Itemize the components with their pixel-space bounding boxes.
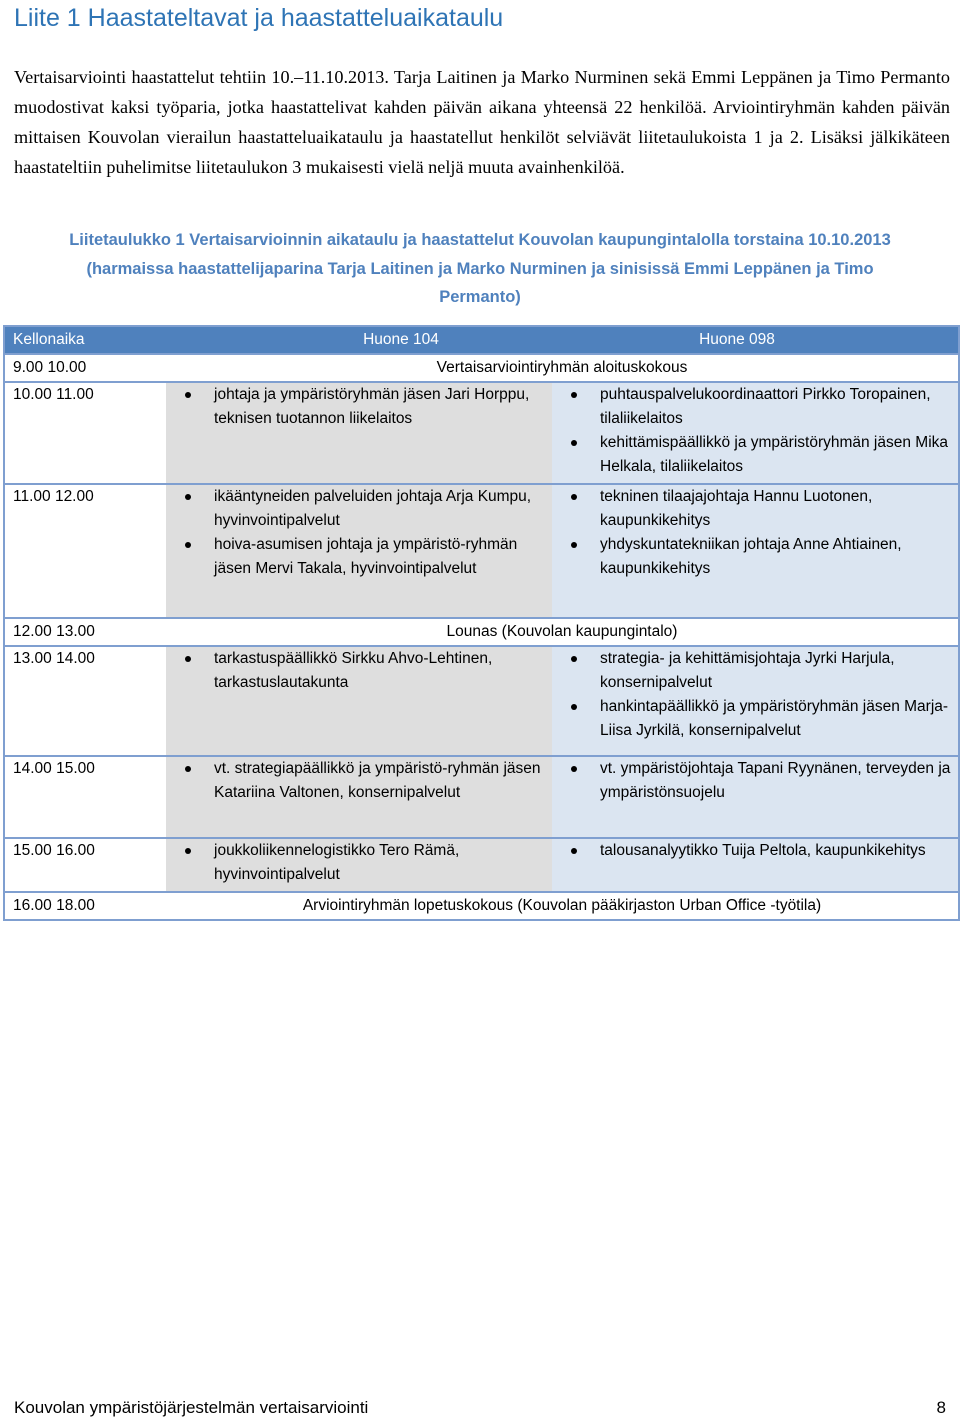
schedule-slot-row — [4, 756, 959, 838]
room-104-cell — [166, 484, 552, 618]
intro-paragraph: Vertaisarviointi haastattelut tehtiin 10.–11.10.2013. Tarja Laitinen ja Marko Nurminen sekä Emmi Leppänen ja Timo Permanto muodostivat kaksi työparia, jotka haastattelivat kahden päivän aikana yhteensä 22 henkilöä. Arviointiryhmän kahden päivän mittaisen Kouvolan vierailun haastatteluaikataulu ja haastatellut henkilöt selviävät liitetaulukoista 1 ja 2. Lisäksi jälkikäteen haastateltiin puhelimitse liitetaulukon 3 mukaisesti vielä neljä muuta avainhenkilöä. — [14, 67, 950, 177]
interviewee-list — [170, 485, 548, 581]
interviewee-item: ikääntyneiden palveluiden johtaja Arja Kumpu, hyvinvointipalvelut — [170, 485, 548, 533]
time-cell: 11.00 12.00 — [4, 484, 166, 618]
room-098-cell — [552, 382, 959, 484]
schedule-table — [3, 325, 960, 921]
interviewee-item: joukkoliikennelogistikko Tero Rämä, hyvinvointipalvelut — [170, 839, 548, 887]
footer-title: Kouvolan ympäristöjärjestelmän vertaisarviointi — [14, 1398, 369, 1417]
schedule-slot-row — [4, 484, 959, 618]
schedule-event-row — [4, 618, 959, 646]
interviewee-item: puhtauspalvelukoordinaattori Pirkko Toropainen, tilaliikelaitos — [556, 383, 954, 431]
interviewee-list — [170, 383, 548, 431]
time-cell: 14.00 15.00 — [4, 756, 166, 838]
header-room-104: Huone 104 — [166, 326, 552, 354]
header-time: Kellonaika — [4, 326, 166, 354]
interviewee-list — [556, 647, 954, 743]
interviewee-list — [556, 485, 954, 581]
page-number: 8 — [936, 1398, 946, 1417]
schedule-slot-row — [4, 838, 959, 892]
time-cell: 13.00 14.00 — [4, 646, 166, 756]
room-098-cell — [552, 756, 959, 838]
room-104-cell — [166, 646, 552, 756]
room-104-cell — [166, 382, 552, 484]
event-cell: Vertaisarviointiryhmän aloituskokous — [436, 359, 688, 376]
interviewee-item: vt. strategiapäällikkö ja ympäristö-ryhmän jäsen Katariina Valtonen, konsernipalvelut — [170, 757, 548, 805]
page-heading: Liite 1 Haastateltavat ja haastatteluaikataulu — [14, 4, 504, 32]
interviewee-item: hoiva-asumisen johtaja ja ympäristö-ryhmän jäsen Mervi Takala, hyvinvointipalvelut — [170, 533, 548, 581]
interviewee-list — [170, 647, 548, 695]
room-098-cell — [552, 646, 959, 756]
interviewee-list — [556, 757, 954, 805]
room-098-cell — [552, 484, 959, 618]
table-header-row — [4, 326, 959, 354]
room-098-cell — [552, 838, 959, 892]
interviewee-item: strategia- ja kehittämisjohtaja Jyrki Harjula, konsernipalvelut — [556, 647, 954, 695]
interviewee-list — [170, 757, 548, 805]
interviewee-item: johtaja ja ympäristöryhmän jäsen Jari Horppu, teknisen tuotannon liikelaitos — [170, 383, 548, 431]
event-cell: Lounas (Kouvolan kaupungintalo) — [166, 618, 959, 646]
time-cell: 10.00 11.00 — [4, 382, 166, 484]
interviewee-list — [556, 383, 954, 479]
interviewee-item: vt. ympäristöjohtaja Tapani Ryynänen, terveyden ja ympäristönsuojelu — [556, 757, 954, 805]
interviewee-list — [556, 839, 954, 863]
interviewee-item: kehittämispäällikkö ja ympäristöryhmän jäsen Mika Helkala, tilaliikelaitos — [556, 431, 954, 479]
interviewee-item: hankintapäällikkö ja ympäristöryhmän jäsen Marja-Liisa Jyrkilä, konsernipalvelut — [556, 695, 954, 743]
room-104-cell — [166, 756, 552, 838]
time-cell: 9.00 10.00 — [13, 359, 87, 376]
schedule-event-row — [4, 892, 959, 920]
time-cell: 15.00 16.00 — [4, 838, 166, 892]
interviewee-list — [170, 839, 548, 887]
header-room-098: Huone 098 — [552, 326, 959, 354]
interviewee-item: tarkastuspäällikkö Sirkku Ahvo-Lehtinen, tarkastuslautakunta — [170, 647, 548, 695]
interviewee-item: tekninen tilaajajohtaja Hannu Luotonen, kaupunkikehitys — [556, 485, 954, 533]
event-cell: Arviointiryhmän lopetuskokous (Kouvolan pääkirjaston Urban Office -työtila) — [166, 892, 959, 920]
time-cell: 16.00 18.00 — [4, 892, 166, 920]
room-104-cell — [166, 838, 552, 892]
interviewee-item: yhdyskuntatekniikan johtaja Anne Ahtiainen, kaupunkikehitys — [556, 533, 954, 581]
time-cell: 12.00 13.00 — [4, 618, 166, 646]
schedule-event-row — [4, 354, 959, 382]
schedule-slot-row — [4, 382, 959, 484]
schedule-slot-row — [4, 646, 959, 756]
table-caption: Liitetaulukko 1 Vertaisarvioinnin aikataulu ja haastattelut Kouvolan kaupungintalolla torstaina 10.10.2013 (harmaissa haastattelijaparina Tarja Laitinen ja Marko Nurminen ja sinisissä Emmi Leppänen ja Timo Permanto) — [69, 231, 891, 306]
interviewee-item: talousanalyytikko Tuija Peltola, kaupunkikehitys — [556, 839, 954, 863]
